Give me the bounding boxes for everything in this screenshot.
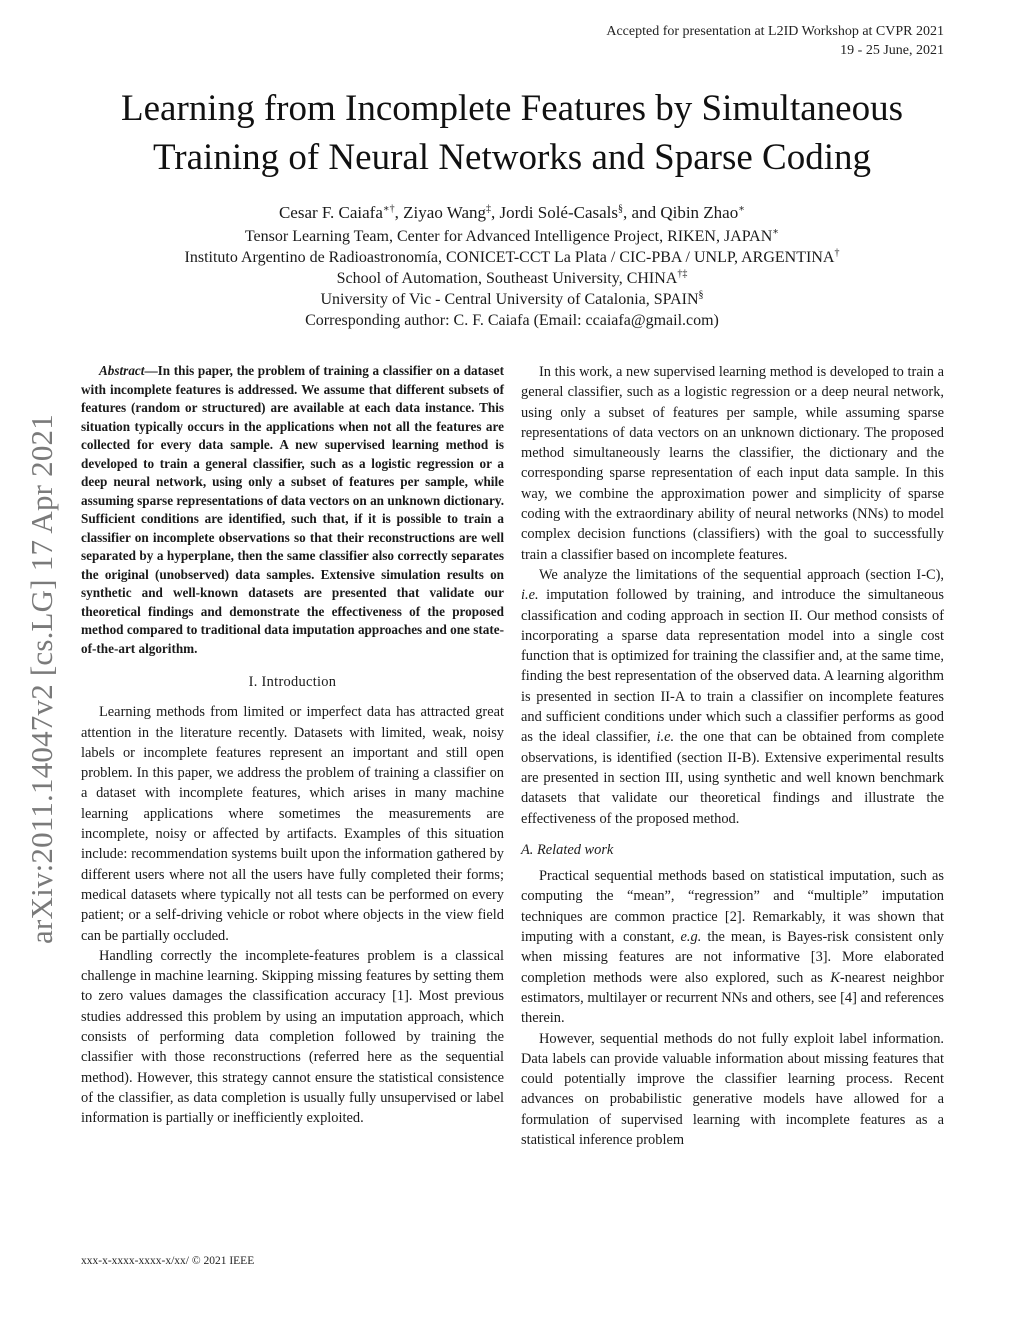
- section-heading-introduction: I. Introduction: [248, 674, 337, 690]
- intro-paragraph: Learning methods from limited or imperfect data has attracted great attention in the literature recently. Datasets with limited, weak, noisy labels or incomplete features represent an important and still open problem. In this paper, we address the problem of training a classifier on a dataset with incomplete features, which arises in many machine learning applications where sometimes the measurements are incomplete, noisy or affected by artifacts. Examples of this situation include: recommendation systems built upon the information gathered by different users where not all the users have fully completed their forms; medical datasets where typically not all tests can be performed on every patient; or a self-driving vehicle or robot where objects in the view field can be partially occluded.: [81, 704, 504, 944]
- affiliation-mark: ∗: [772, 226, 780, 238]
- conference-note-line1: Accepted for presentation at L2ID Workshop at CVPR 2021: [606, 24, 944, 39]
- copyright-footer: xxx-x-xxxx-xxxx-x/xx/ © 2021 IEEE: [81, 1255, 255, 1267]
- subsection-heading-related-work: A. Related work: [521, 841, 614, 858]
- affiliation-line: [40, 289, 984, 310]
- affiliation-text: School of Automation, Southeast University, CHINA: [336, 270, 678, 287]
- affiliation-mark: †: [834, 247, 840, 259]
- arxiv-identifier: arXiv:2011.14047v2 [cs.LG] 17 Apr 2021: [24, 414, 59, 944]
- author-mark: ∗: [738, 203, 746, 215]
- emphasis: i.e.: [521, 587, 539, 604]
- author-block: [40, 201, 984, 331]
- author-separator: ,: [491, 203, 500, 222]
- affiliation-text: Tensor Learning Team, Center for Advanced Intelligence Project, RIKEN, JAPAN: [244, 228, 773, 245]
- affiliation-line: [40, 247, 984, 268]
- abstract: [81, 362, 504, 658]
- corresponding-author-text: Corresponding author: C. F. Caiafa (Email: ccaiafa@gmail.com): [305, 312, 719, 329]
- intro-paragraph: In this work, a new supervised learning method is developed to train a general classifier, such as a logistic regression or a deep neural network, using only a subset of features per sample, while assuming sparse representations of data vectors on an unknown dictionary. The proposed method simultaneously learns the classifier, the dictionary and the corresponding sparse representation of each input data sample. In this way, we combine the approximation power and simplicity of sparse coding with the extraordinary ability of neural networks (NNs) to model complex decision functions (classifiers) with the goal to successfully train a classifier based on incomplete features.: [521, 364, 944, 563]
- conference-note: [606, 22, 944, 60]
- math-symbol: K: [830, 969, 840, 986]
- intro-paragraph: [521, 565, 944, 829]
- corresponding-author: [40, 310, 984, 331]
- text-run: Practical sequential methods based on statistical imputation, such as computing the “mean”, “regression” and “multiple” imputation techniques are common practice [2]. Remarkably, it was shown that imputing with a constant,: [521, 868, 944, 946]
- emphasis: i.e.: [656, 729, 675, 746]
- text-run: -nearest neighbor estimators, multilayer or recurrent NNs and others, see [4] and references therein.: [521, 969, 944, 1027]
- title-line2: Training of Neural Networks and Sparse Coding: [153, 137, 871, 178]
- author-name: Qibin Zhao: [660, 203, 739, 222]
- related-work-paragraph: However, sequential methods do not fully exploit label information. Data labels can provide valuable information about missing features that could potentially improve the classifier learning process. Recent advances on probabilistic generative models have allowed for a formulation of supervised learning with incomplete features as a statistical inference problem: [521, 1030, 944, 1148]
- author-name: Ziyao Wang: [403, 203, 486, 222]
- paper-title: [40, 84, 984, 182]
- author-separator: ,: [394, 203, 404, 222]
- text-run: imputation followed by training, and introduce the simultaneous classification and coding approach in section II. Our method consists of incorporating a sparse data representation model into a single cost function that is optimized for training the classifier and, at the same time, finding the best representation of the observed data. A learning algorithm is presented in section II-A to train a classifier on incomplete features and sufficient conditions under which such a classifier performs as good as the ideal classifier,: [521, 587, 944, 746]
- intro-paragraph: Handling correctly the incomplete-features problem is a classical challenge in machine learning. Skipping missing features by setting them to zero values damages the classification accuracy [1]. Most previous studies addressed this problem by using an imputation approach, which consists of performing data completion followed by training the classifier with those reconstructions (referred here as the sequential method). However, this strategy cannot ensure the statistical consistence of the classifier, as data completion is usually fully unsupervised or label information is partially or inefficiently exploited.: [81, 947, 504, 1127]
- affiliation-text: University of Vic - Central University of Catalonia, SPAIN: [320, 291, 699, 308]
- author-mark: ‡: [486, 203, 491, 215]
- emphasis: e.g.: [680, 929, 702, 946]
- related-work-paragraph: [521, 866, 944, 1028]
- conference-note-line2: 19 - 25 June, 2021: [840, 43, 944, 58]
- author-mark: §: [618, 203, 624, 215]
- affiliation-mark: §: [698, 289, 704, 301]
- abstract-label: Abstract: [99, 363, 145, 378]
- author-separator: , and: [623, 203, 661, 222]
- abstract-text: In this paper, the problem of training a classifier on a dataset with incomplete features is addressed. We assume that different subsets of features (random or structured) are available at each data instance. This situation typically occurs in the applications when not all the features are collected for every data sample. A new supervised learning method is developed to train a general classifier, such as a logistic regression or a deep neural network, using only a subset of features per sample, while assuming sparse representations of data vectors on an unknown dictionary. Sufficient conditions are identified, such that, if it is possible to train a classifier on incomplete observations so that their reconstructions are well separated by a hyperplane, then the same classifier also correctly separates the original (unobserved) data samples. Extensive simulation results on synthetic and well-known datasets are presented that validate our theoretical findings and demonstrate the effectiveness of the proposed method compared to traditional data imputation approaches and one state-of-the-art algorithm.: [81, 363, 504, 656]
- right-column: [521, 362, 944, 1150]
- left-column: [81, 362, 504, 1129]
- affiliation-line: [40, 268, 984, 289]
- author-name: Jordi Solé-Casals: [499, 203, 619, 222]
- text-run: We analyze the limitations of the sequential approach (section I-C),: [539, 566, 944, 583]
- affiliation-line: [40, 226, 984, 247]
- affiliation-mark: †‡: [677, 268, 688, 280]
- text-run: the one that can be obtained from complete observations, is identified (section II-B). Extensive experimental results are presented in section III, using synthetic and well known benchmark datasets that validate our theoretical findings and illustrate the effectiveness of the proposed method.: [521, 729, 944, 827]
- title-line1: Learning from Incomplete Features by Simultaneous: [121, 88, 903, 129]
- affiliation-text: Instituto Argentino de Radioastronomía, CONICET-CCT La Plata / CIC-PBA / UNLP, ARGENTINA: [184, 249, 835, 266]
- abstract-dash: —: [144, 363, 158, 378]
- author-list: [40, 201, 984, 225]
- author-name: Cesar F. Caiafa: [278, 203, 383, 222]
- author-mark: ∗†: [382, 203, 395, 215]
- text-run: the mean, is Bayes-risk consistent only when missing features are not informative [3]. More elaborated completion methods were also explored, such as: [521, 929, 944, 986]
